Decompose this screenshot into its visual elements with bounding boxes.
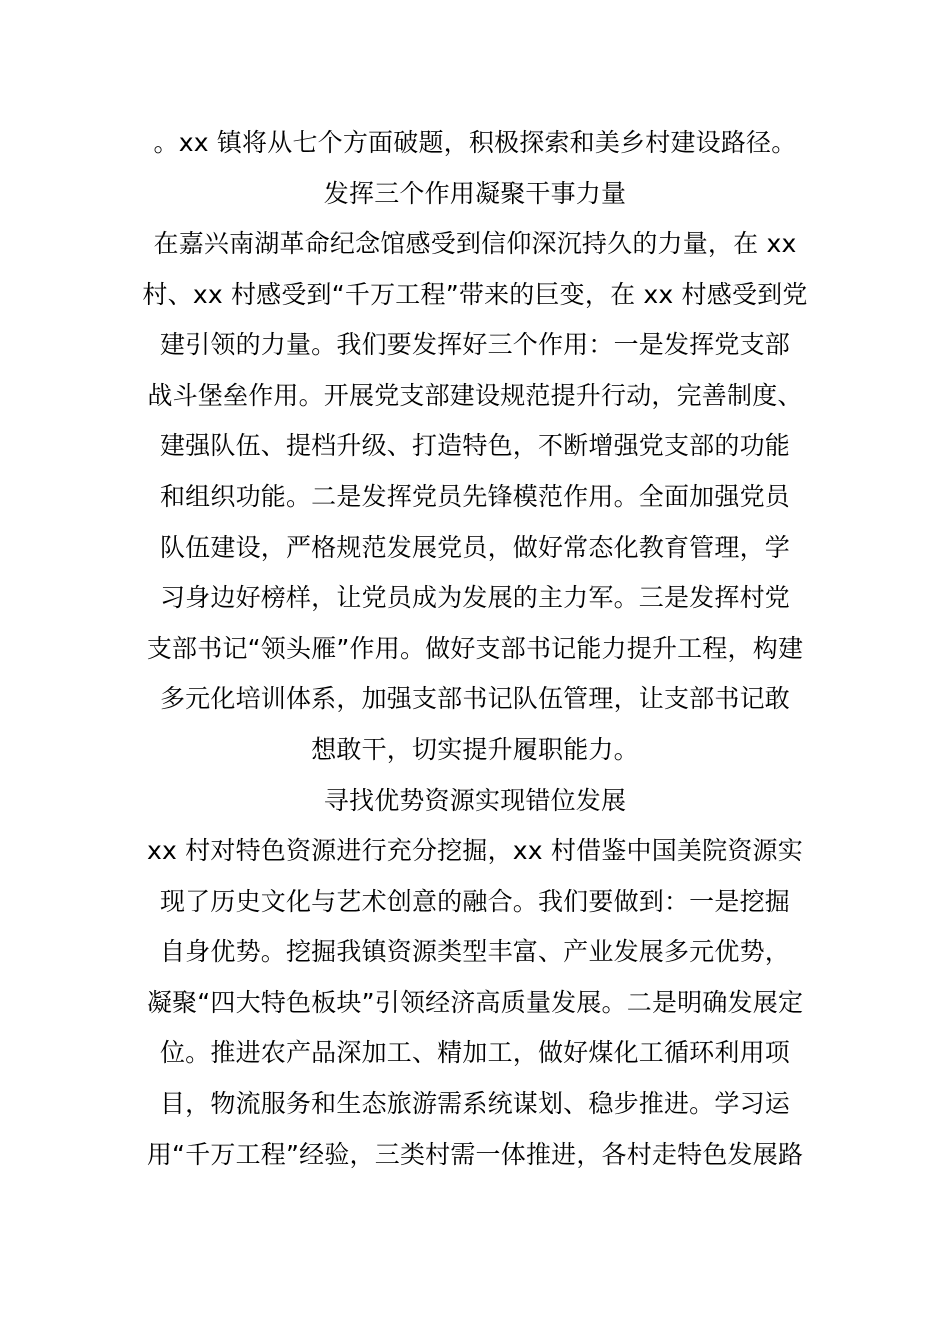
- body-text-line: xx 村对特色资源进行充分挖掘，xx 村借鉴中国美院资源实: [147, 836, 803, 865]
- body-text-line: 用“千万工程”经验，三类村需一体推进，各村走特色发展路: [146, 1140, 804, 1169]
- body-text-line: 习身边好榜样，让党员成为发展的主力军。三是发挥村党: [159, 583, 790, 612]
- body-text-line: 目，物流服务和生态旅游需系统谋划、稳步推进。学习运: [159, 1089, 790, 1118]
- body-text-line: 支部书记“领头雁”作用。做好支部书记能力提升工程，构建: [146, 634, 804, 663]
- body-text-line: 想敢干，切实提升履职能力。: [311, 735, 639, 764]
- section-heading: 发挥三个作用凝聚干事力量: [323, 179, 627, 208]
- body-text-line: 在嘉兴南湖革命纪念馆感受到信仰深沉持久的力量，在 xx: [153, 229, 797, 258]
- section-heading: 寻找优势资源实现错位发展: [323, 786, 627, 815]
- body-text-line: 自身优势。挖掘我镇资源类型丰富、产业发展多元优势，: [159, 937, 790, 966]
- body-text-line: 多元化培训体系，加强支部书记队伍管理，让支部书记敢: [159, 684, 790, 713]
- body-text-line: 村、xx 村感受到“千万工程”带来的巨变，在 xx 村感受到党: [142, 280, 808, 309]
- body-text-line: 建引领的力量。我们要发挥好三个作用：一是发挥党支部: [159, 330, 790, 359]
- body-text-line: 建强队伍、提档升级、打造特色，不断增强党支部的功能: [159, 431, 790, 460]
- body-text-line: 现了历史文化与艺术创意的融合。我们要做到：一是挖掘: [159, 887, 790, 916]
- body-text-line: 战斗堡垒作用。开展党支部建设规范提升行动，完善制度、: [147, 381, 803, 410]
- body-text-line: 。xx 镇将从七个方面破题，积极探索和美乡村建设路径。: [153, 128, 797, 157]
- body-text-line: 和组织功能。二是发挥党员先锋模范作用。全面加强党员: [159, 482, 790, 511]
- body-text-line: 凝聚“四大特色板块”引领经济高质量发展。二是明确发展定: [146, 988, 804, 1017]
- body-text-line: 位。推进农产品深加工、精加工，做好煤化工循环利用项: [159, 1038, 790, 1067]
- body-text-line: 队伍建设，严格规范发展党员，做好常态化教育管理，学: [159, 533, 790, 562]
